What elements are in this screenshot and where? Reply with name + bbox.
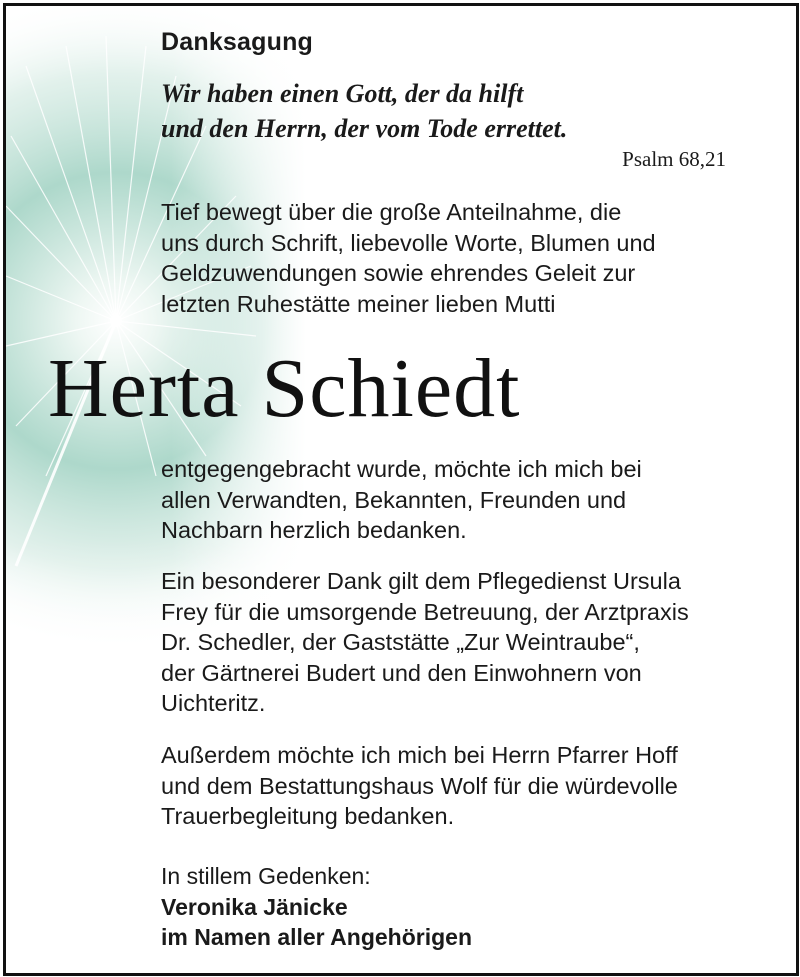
signature-name: Veronika Jänicke bbox=[161, 893, 348, 920]
verse-source: Psalm 68,21 bbox=[622, 147, 726, 171]
text-line: Außerdem möchte ich mich bei Herrn Pfarrer Hoff bbox=[161, 742, 678, 768]
bible-verse bbox=[161, 76, 721, 146]
signature-closing: In stillem Gedenken: bbox=[161, 863, 371, 889]
text-line: Frey für die umsorgende Betreuung, der Arztpraxis bbox=[161, 598, 689, 625]
text-line: Uichteritz. bbox=[161, 690, 266, 716]
text-line: Dr. Schedler, der Gaststätte „Zur Weintraube“, bbox=[161, 629, 640, 655]
text-line: Trauerbegleitung bedanken. bbox=[161, 803, 455, 829]
additional-thanks-paragraph bbox=[161, 740, 781, 832]
verse-line: und den Herrn, der vom Tode errettet. bbox=[161, 114, 568, 143]
intro-paragraph bbox=[161, 197, 781, 319]
text-line: letzten Ruhestätte meiner lieben Mutti bbox=[161, 290, 556, 317]
text-line: allen Verwandten, Bekannten, Freunden und bbox=[161, 486, 627, 513]
signature-block bbox=[161, 861, 472, 953]
obituary-frame bbox=[3, 3, 799, 976]
text-line: entgegengebracht wurde, möchte ich mich bei bbox=[161, 456, 642, 482]
thanks-paragraph bbox=[161, 454, 781, 546]
text-line: Tief bewegt über die große Anteilnahme, die bbox=[161, 199, 622, 225]
text-line: Geldzuwendungen sowie ehrendes Geleit zur bbox=[161, 260, 636, 286]
text-line: Nachbarn herzlich bedanken. bbox=[161, 517, 467, 543]
page-title: Danksagung bbox=[161, 28, 314, 56]
text-line: und dem Bestattungshaus Wolf für die würdevolle bbox=[161, 772, 678, 799]
text-line: uns durch Schrift, liebevolle Worte, Blumen und bbox=[161, 229, 656, 256]
verse-line: Wir haben einen Gott, der da hilft bbox=[161, 79, 524, 108]
signature-on-behalf: im Namen aller Angehörigen bbox=[161, 924, 472, 950]
deceased-name: Herta Schiedt bbox=[48, 342, 521, 435]
special-thanks-paragraph bbox=[161, 566, 781, 719]
text-line: Ein besonderer Dank gilt dem Pflegedienst Ursula bbox=[161, 568, 681, 594]
text-line: der Gärtnerei Budert und den Einwohnern von bbox=[161, 659, 642, 686]
